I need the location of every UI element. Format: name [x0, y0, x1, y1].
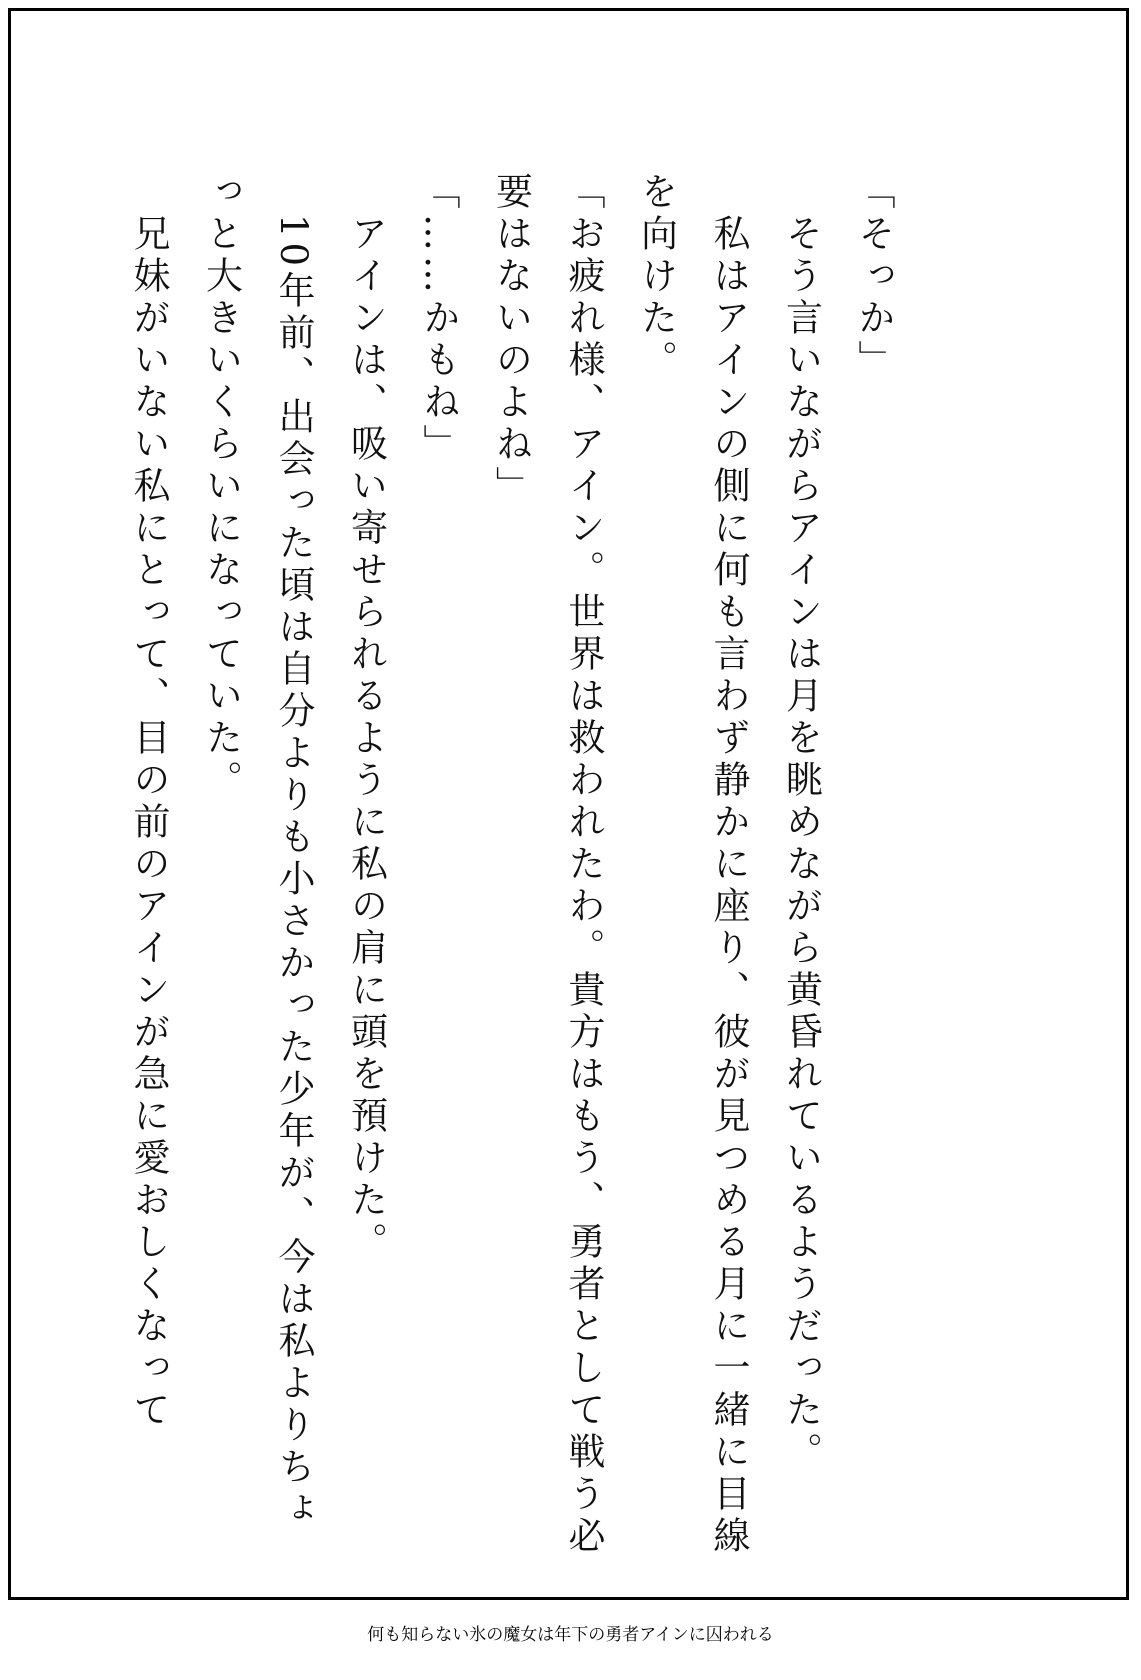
paragraph: 兄妹がいない私にとって、目の前のアインが急に愛おしくなって: [127, 172, 170, 1432]
paragraph: 10年前、出会った頃は自分よりも小さかった少年が、今は私よりちょっと大きいくらいになっていた。: [199, 172, 315, 1532]
paragraph: 「そっか」: [852, 172, 895, 382]
vertical-text-body: [112, 172, 910, 1572]
paragraph: 「……かもね」: [417, 172, 460, 466]
paragraph: 私はアインの側に何も言わず静かに座り、彼が見つめる月に一緒に目線を向けた。: [634, 172, 750, 1558]
paragraph: そう言いながらアインは月を眺めながら黄昏れているようだった。: [779, 172, 823, 1474]
book-title-footer: 何も知らない氷の魔女は年下の勇者アインに囚われる: [367, 1625, 774, 1645]
paragraph: アインは、吸い寄せられるように私の肩に頭を預けた。: [344, 172, 388, 1264]
paragraph: 「お疲れ様、アイン。世界は救われたわ。貴方はもう、勇者として戦う必要はないのよね」: [489, 172, 605, 1558]
